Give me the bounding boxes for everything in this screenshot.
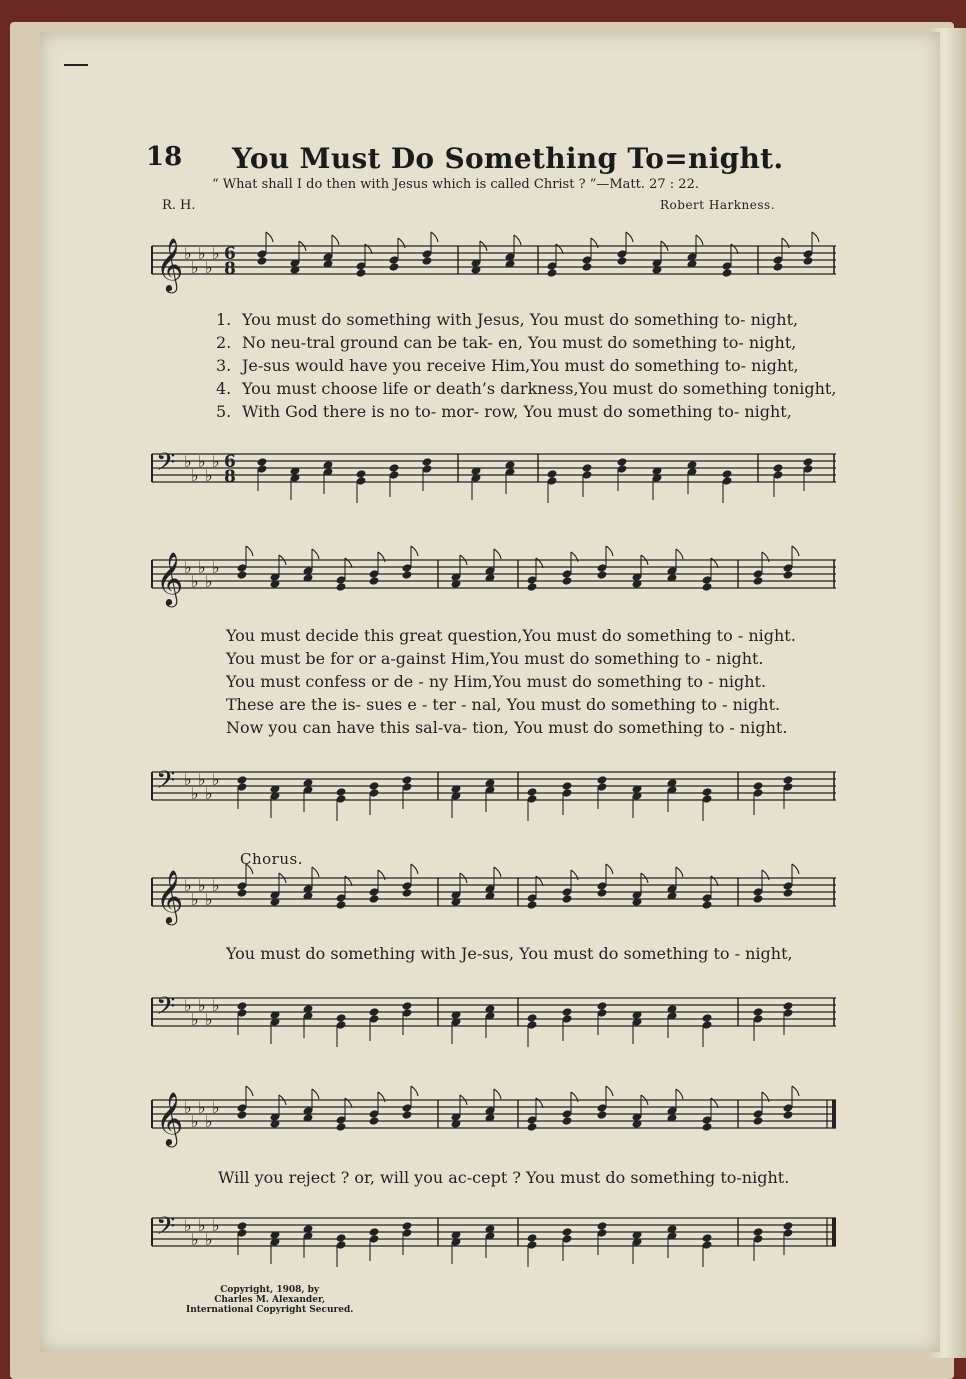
svg-text:♭: ♭: [212, 996, 220, 1015]
svg-text:♭: ♭: [198, 452, 206, 471]
chorus-lyric-2: Will you reject ? or, will you ac-cept ? You must do something to-night.: [218, 1168, 790, 1187]
svg-text:♭: ♭: [212, 1216, 220, 1235]
svg-text:♭: ♭: [184, 244, 192, 263]
verse-cont-3: You must confess or de - ny Him,You must do something to - night.: [226, 672, 767, 691]
treble-staff-2: [148, 542, 838, 612]
svg-text:♭: ♭: [198, 558, 206, 577]
verse-line-3: 3. Je-sus would have you receive Him,You must do something to- night,: [216, 356, 799, 375]
svg-text:♭: ♭: [205, 258, 213, 277]
verse-line-4: 4. You must choose life or death’s darkness,You must do something tonight,: [216, 379, 837, 398]
scripture-reference: “ What shall I do then with Jesus which is called Christ ? ”—Matt. 27 : 22.: [212, 177, 699, 192]
svg-text:♭: ♭: [205, 784, 213, 803]
svg-text:𝄞: 𝄞: [156, 1091, 184, 1145]
svg-text:♭: ♭: [191, 890, 199, 909]
page-number: 18: [146, 142, 183, 172]
hymn-title: You Must Do Something To=night.: [232, 142, 784, 175]
svg-text:𝄢: 𝄢: [156, 766, 176, 801]
svg-text:♭: ♭: [198, 996, 206, 1015]
svg-text:♭: ♭: [205, 466, 213, 485]
verse-cont-5: Now you can have this sal-va- tion, You must do something to - night.: [226, 718, 788, 737]
svg-text:♭: ♭: [212, 770, 220, 789]
svg-text:♭: ♭: [198, 244, 206, 263]
svg-text:♭: ♭: [205, 890, 213, 909]
svg-text:♭: ♭: [212, 452, 220, 471]
chorus-label: Chorus.: [240, 850, 303, 868]
svg-text:𝄞: 𝄞: [156, 869, 184, 923]
composer-name: Robert Harkness.: [660, 198, 776, 212]
chorus-lyric-1: You must do something with Je-sus, You must do something to - night,: [226, 944, 793, 963]
svg-text:♭: ♭: [191, 258, 199, 277]
bass-staff-1: [148, 436, 838, 506]
bass-staff-3: [148, 980, 838, 1050]
treble-staff-4: [148, 1082, 838, 1152]
bass-staff-4: [148, 1200, 838, 1270]
svg-text:♭: ♭: [205, 1010, 213, 1029]
svg-text:♭: ♭: [198, 876, 206, 895]
svg-text:𝄢: 𝄢: [156, 992, 176, 1027]
svg-text:♭: ♭: [191, 466, 199, 485]
svg-text:♭: ♭: [198, 1216, 206, 1235]
svg-text:♭: ♭: [212, 876, 220, 895]
svg-text:♭: ♭: [212, 1098, 220, 1117]
svg-text:♭: ♭: [184, 558, 192, 577]
svg-text:𝄞: 𝄞: [156, 237, 184, 291]
svg-text:8: 8: [224, 259, 236, 279]
verses-part-2: [226, 624, 796, 739]
svg-text:♭: ♭: [191, 784, 199, 803]
svg-text:♭: ♭: [205, 1112, 213, 1131]
svg-text:♭: ♭: [212, 244, 220, 263]
verse-line-2: 2. No neu-tral ground can be tak- en, You must do something to- night,: [216, 333, 797, 352]
svg-text:𝄢: 𝄢: [156, 1212, 176, 1247]
svg-text:♭: ♭: [184, 996, 192, 1015]
svg-text:♭: ♭: [191, 572, 199, 591]
verse-line-1: 1. You must do something with Jesus, You must do something to- night,: [216, 310, 799, 329]
svg-text:♭: ♭: [212, 558, 220, 577]
verse-cont-1: You must decide this great question,You must do something to - night.: [226, 626, 796, 645]
svg-text:♭: ♭: [191, 1010, 199, 1029]
svg-text:♭: ♭: [198, 770, 206, 789]
treble-staff-3: [148, 860, 838, 930]
bass-staff-2: [148, 754, 838, 824]
svg-text:6: 6: [224, 244, 236, 264]
svg-text:♭: ♭: [184, 876, 192, 895]
svg-text:♭: ♭: [184, 452, 192, 471]
verse-cont-2: You must be for or a-gainst Him,You must do something to - night.: [226, 649, 764, 668]
svg-text:8: 8: [224, 467, 236, 487]
svg-text:♭: ♭: [205, 572, 213, 591]
svg-text:♭: ♭: [191, 1230, 199, 1249]
margin-mark: [64, 64, 88, 66]
svg-text:♭: ♭: [198, 1098, 206, 1117]
treble-staff-1: [148, 228, 838, 298]
svg-text:𝄢: 𝄢: [156, 448, 176, 483]
copyright-notice: Copyright, 1908, by Charles M. Alexander, International Copyright Secured.: [186, 1285, 354, 1315]
svg-text:6: 6: [224, 452, 236, 472]
svg-text:♭: ♭: [191, 1112, 199, 1131]
svg-text:𝄞: 𝄞: [156, 551, 184, 605]
svg-text:♭: ♭: [184, 1216, 192, 1235]
lyricist-initials: R. H.: [162, 198, 196, 213]
verse-line-5: 5. With God there is no to- mor- row, You must do something to- night,: [216, 402, 792, 421]
verses-part-1: [216, 308, 836, 423]
verse-cont-4: These are the is- sues e - ter - nal, You must do something to - night.: [226, 695, 781, 714]
svg-text:♭: ♭: [184, 1098, 192, 1117]
svg-text:♭: ♭: [205, 1230, 213, 1249]
svg-text:♭: ♭: [184, 770, 192, 789]
